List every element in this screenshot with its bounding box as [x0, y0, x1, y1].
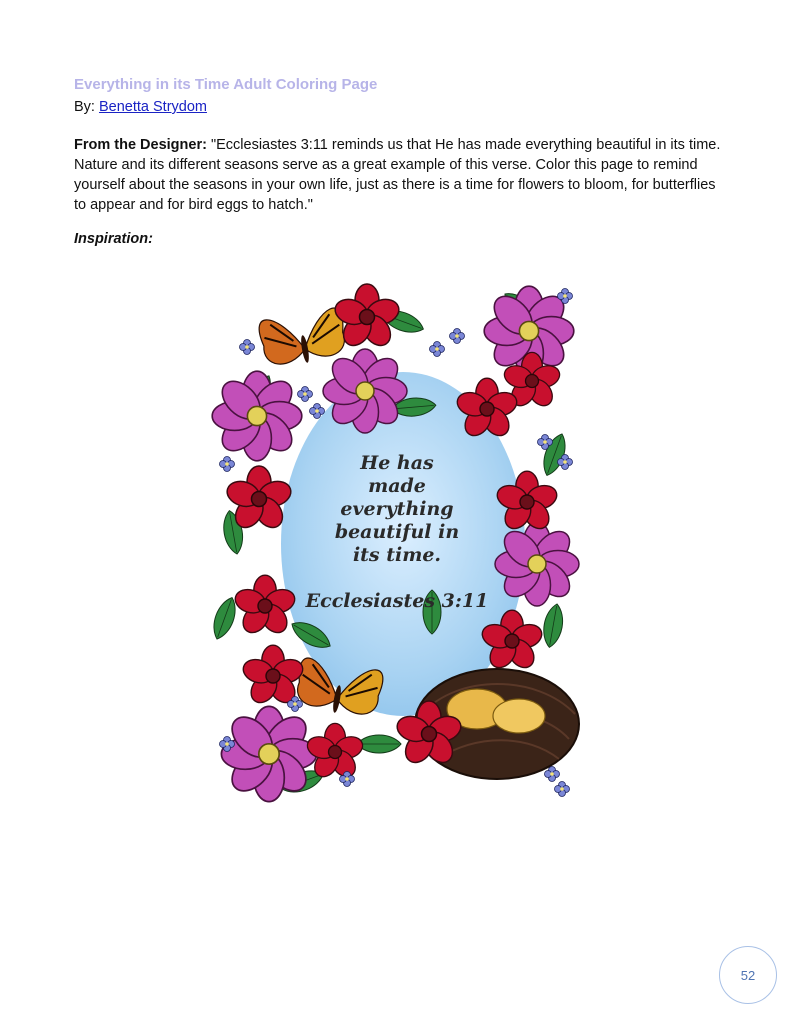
quote-reference: Ecclesiastes 3:11 [305, 590, 489, 612]
designer-text: "Ecclesiastes 3:11 reminds us that He has made everything beautiful in its time. Nature and its different seasons serve as a great example of this verse. Color this page to remind yourself about the seasons in your own life, just as there is a time for flowers to bloom, for butterflies to appear and for bird eggs to hatch." [74, 137, 721, 213]
egg [493, 699, 545, 733]
quote-line: everything [340, 498, 454, 520]
quote-line: He has [360, 452, 434, 474]
author-link[interactable]: Benetta Strydom [98, 99, 207, 115]
inspiration-label: Inspiration: [74, 231, 153, 247]
quote-line: its time. [352, 544, 442, 566]
designer-paragraph [74, 135, 724, 215]
page-number: 52 [719, 946, 777, 1004]
artwork-svg [207, 274, 585, 814]
designer-label: From the Designer: [74, 137, 207, 153]
coloring-artwork [207, 274, 585, 814]
quote-line: beautiful in [334, 521, 460, 543]
byline [74, 99, 207, 115]
quote-line: made [368, 475, 426, 497]
byline-prefix: By: [74, 99, 95, 115]
page-title: Everything in its Time Adult Coloring Page [74, 76, 378, 93]
